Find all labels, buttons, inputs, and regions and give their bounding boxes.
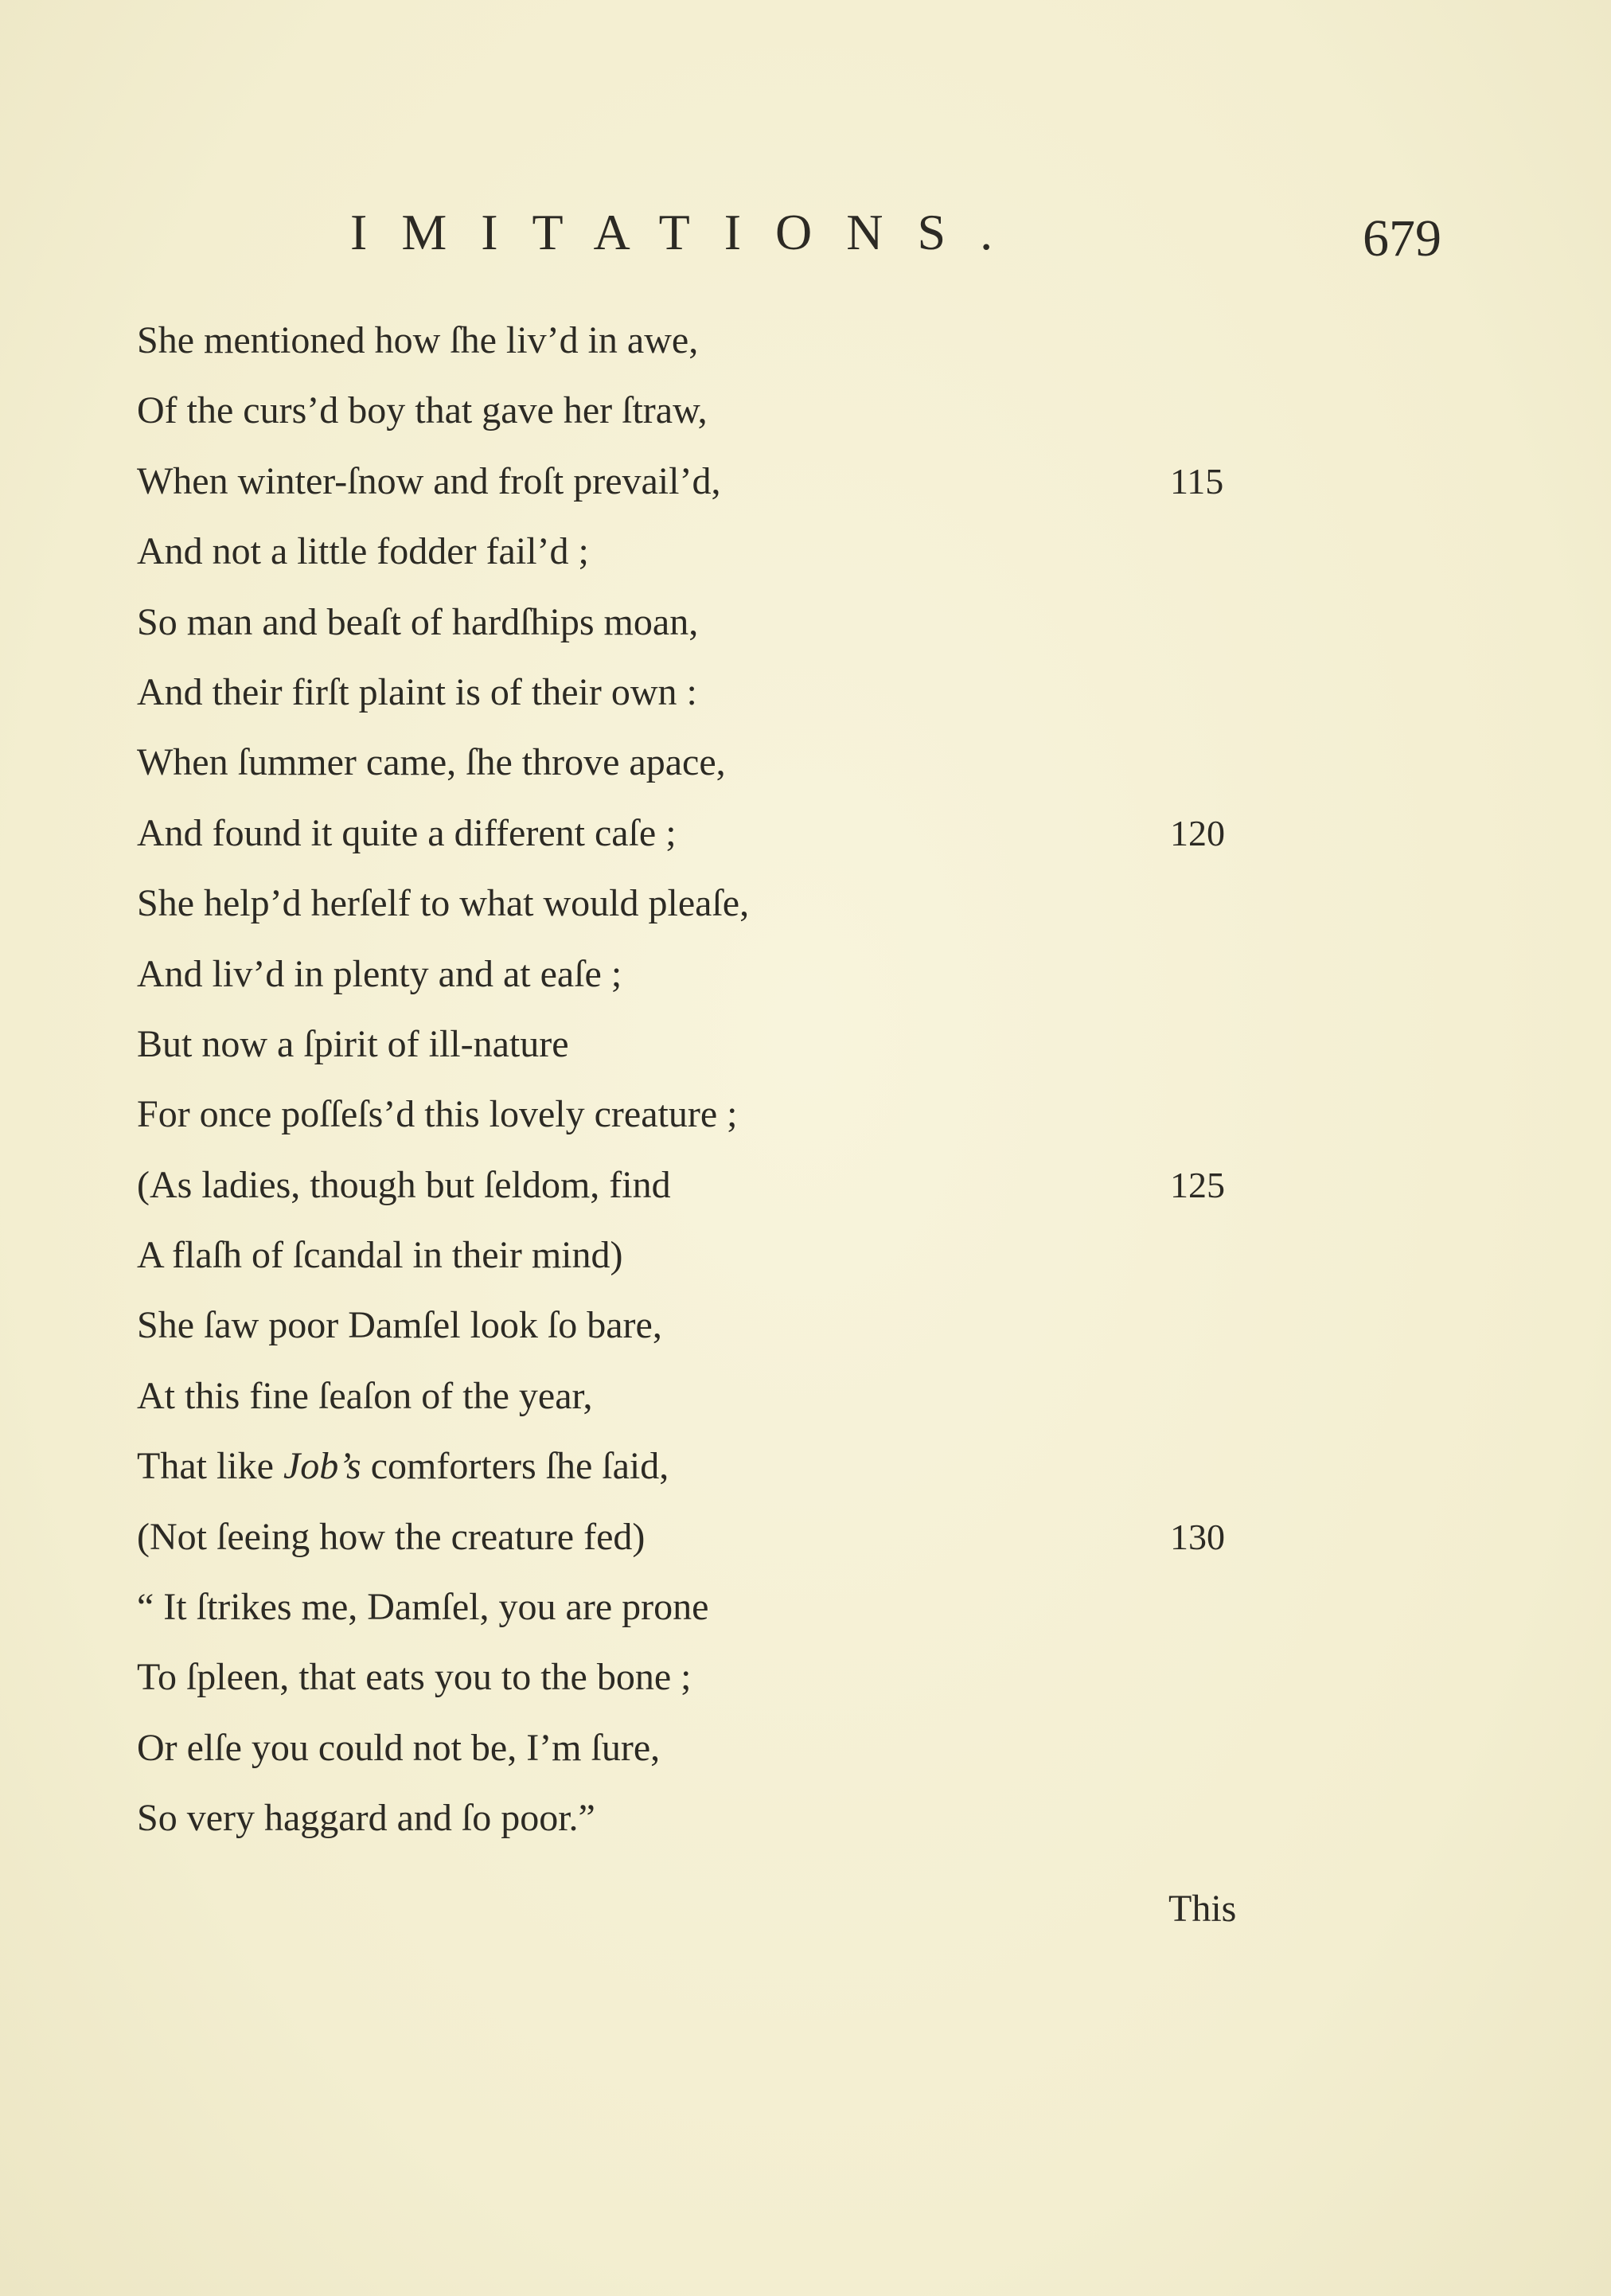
page-number: 679 bbox=[1363, 209, 1441, 267]
poem-line: She mentioned how ſhe liv’d in awe, bbox=[137, 319, 699, 361]
poem-line: To ſpleen, that eats you to the bone ; bbox=[137, 1656, 692, 1699]
poem-line: When winter-ſnow and froſt prevail’d, bbox=[137, 459, 721, 502]
poem-line: (Not ſeeing how the creature fed) bbox=[137, 1515, 646, 1558]
line-number: 120 bbox=[1170, 812, 1225, 853]
poem-line: When ſummer came, ſhe throve apace, bbox=[137, 741, 726, 784]
poem-body bbox=[137, 306, 1267, 1854]
poem-line: But now a ſpirit of ill-nature bbox=[137, 1022, 569, 1065]
poem-line-with-italic bbox=[137, 1431, 1267, 1501]
poem-line: She help’d herſelf to what would pleaſe, bbox=[137, 882, 750, 925]
poem-line: And liv’d in plenty and at eaſe ; bbox=[137, 952, 622, 995]
line-number: 130 bbox=[1170, 1516, 1225, 1557]
poem-line: So man and beaſt of hardſhips moan, bbox=[137, 600, 699, 643]
poem-line: For once poſſeſs’d this lovely creature ; bbox=[137, 1093, 738, 1136]
line-text-after: comforters ſhe ſaid, bbox=[361, 1445, 669, 1488]
poem-line: “ It ſtrikes me, Damſel, you are prone bbox=[137, 1586, 709, 1629]
poem-line: She ſaw poor Damſel look ſo bare, bbox=[137, 1304, 662, 1347]
running-title: IMITATIONS. bbox=[350, 204, 1028, 260]
poem-line: And their firſt plaint is of their own : bbox=[137, 670, 697, 713]
poem-line: And not a little fodder fail’d ; bbox=[137, 530, 589, 573]
poem-line: Or elſe you could not be, I’m ſure, bbox=[137, 1726, 661, 1769]
poem-line: Of the curs’d boy that gave her ſtraw, bbox=[137, 389, 708, 432]
line-number: 125 bbox=[1170, 1164, 1225, 1205]
poem-line: And found it quite a different caſe ; bbox=[137, 811, 677, 854]
poem-line: At this fine ſeaſon of the year, bbox=[137, 1374, 593, 1417]
catchword: This bbox=[1168, 1888, 1237, 1930]
italic-name-jobs: Job’s bbox=[283, 1445, 361, 1488]
line-text-before: That like bbox=[137, 1445, 283, 1488]
poem-line: A flaſh of ſcandal in their mind) bbox=[137, 1234, 623, 1277]
line-number: 115 bbox=[1170, 460, 1224, 502]
poem-line: So very haggard and ſo poor.” bbox=[137, 1797, 595, 1840]
poem-line: (As ladies, though but ſeldom, find bbox=[137, 1163, 671, 1206]
